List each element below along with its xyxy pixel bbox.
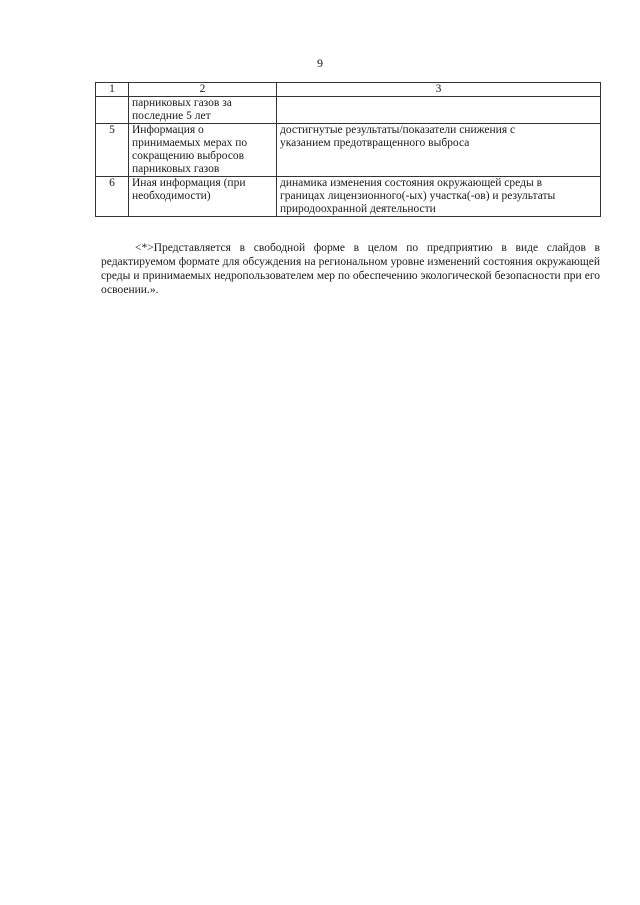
info-table (95, 82, 601, 217)
row-content: динамика изменения состояния окружающей среды в границах лицензионного(-ых) участка(-ов) и результаты природоохранной деятельности (277, 177, 601, 217)
table-row (96, 124, 601, 177)
footnote-paragraph: <*>Представляется в свободной форме в целом по предприятию в виде слайдов в редактируемом формате для обсуждения на региональном уровне изменений состояния окружающей среды и принимаемых недропользователем мер по обеспечению экологической безопасности при его освоении.». (101, 241, 600, 296)
row-number: 6 (96, 177, 129, 217)
table-header-row (96, 83, 601, 97)
row-name: Иная информация (при необходимости) (129, 177, 277, 217)
table-row (96, 177, 601, 217)
row-number: 5 (96, 124, 129, 177)
row-content: достигнутые результаты/показатели снижения с указанием предотвращенного выброса (277, 124, 601, 177)
row-number (96, 97, 129, 124)
column-header-1: 1 (96, 83, 129, 97)
table-row (96, 97, 601, 124)
row-name: парниковых газов за последние 5 лет (129, 97, 277, 124)
row-content (277, 97, 601, 124)
row-name: Информация о принимаемых мерах по сокращению выбросов парниковых газов (129, 124, 277, 177)
page-number: 9 (317, 56, 323, 70)
column-header-3: 3 (277, 83, 601, 97)
column-header-2: 2 (129, 83, 277, 97)
